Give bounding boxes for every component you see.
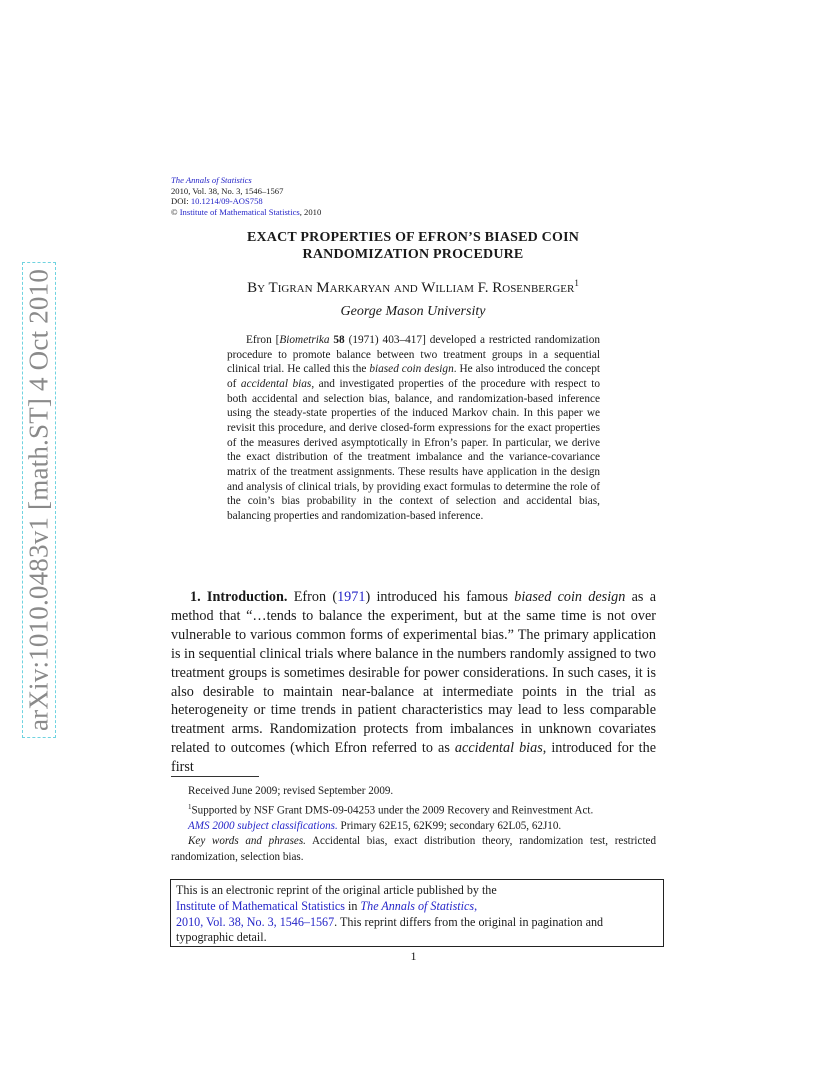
paper-title xyxy=(171,229,655,263)
affiliation: George Mason University xyxy=(340,304,486,319)
received-dates: Received June 2009; revised September 2009. xyxy=(188,785,394,797)
intro-term-biased-coin: biased coin design xyxy=(514,589,626,605)
abstract-term-biased-coin: biased coin design xyxy=(369,363,454,376)
introduction-section xyxy=(171,588,656,777)
authors: By Tigran Markaryan and William F. Rosenberger xyxy=(247,280,575,296)
reprint-text-4: . This reprint differs from the original in pagination and typographic detail. xyxy=(176,914,604,945)
reprint-text-1: This is an electronic reprint of the original article published by the xyxy=(176,883,497,897)
reprint-text-2: in xyxy=(344,898,361,913)
abstract-text-1: Efron [ xyxy=(246,334,280,346)
reprint-comma: , xyxy=(474,898,478,913)
journal-header xyxy=(171,175,321,217)
intro-text-2: ) introduced his famous xyxy=(365,589,515,605)
intro-text-1: Efron ( xyxy=(287,589,338,605)
intro-text-3: as a method that “…tends to balance the experiment, but at the same time is not over vulnerable to various common forms of experimental bias.” The primary application is in sequential clinical trials where balance in the numbers randomly assigned to two treatment groups is sometimes desirable for power considerations. In such cases, it is also desirable to maintain near-balance at intermediate points in the trial as heterogeneity or time trends in patient characteristics may lead to less comparable treatment arms. Randomization protects from imbalances in unknown covariates related to outcomes (which Efron referred to as xyxy=(171,589,657,757)
funding-note: Supported by NSF Grant DMS-09-04253 under the 2009 Recovery and Reinvestment Act. xyxy=(191,804,594,817)
reprint-notice xyxy=(170,879,664,947)
abstract xyxy=(227,333,600,524)
keywords: Accidental bias, exact distribution theory, randomization test, restricted randomization, selection bias. xyxy=(171,835,656,863)
reprint-reference-link[interactable]: 2010, Vol. 38, No. 3, 1546–1567 xyxy=(176,914,335,929)
abstract-term-accidental-bias: accidental bias xyxy=(240,377,312,390)
section-heading: 1. Introduction. xyxy=(190,589,288,605)
abstract-text-2: (1971) 403–417] developed a restricted randomization procedure to promote balance between two treatment groups in a sequential clinical trial. He called this the xyxy=(227,334,600,376)
footnote-mark: 1 xyxy=(188,802,192,811)
ams-classification: Primary 62E15, 62K99; secondary 62L05, 62J10. xyxy=(337,819,562,832)
abstract-text-3: . He also introduced the concept of xyxy=(227,363,600,390)
footnote-rule xyxy=(171,776,259,777)
abstract-volume: 58 xyxy=(333,334,345,346)
page-number: 1 xyxy=(410,949,417,963)
reprint-institute-link[interactable]: Institute of Mathematical Statistics xyxy=(176,898,345,913)
journal-volume: 2010, Vol. 38, No. 3, 1546–1567 xyxy=(171,185,284,196)
ams-classification-link[interactable]: AMS 2000 subject classifications. xyxy=(188,819,338,832)
citation-link[interactable]: 1971 xyxy=(337,589,366,605)
copyright-symbol: © xyxy=(171,206,178,217)
abstract-text-4: , and investigated properties of the procedure with respect to both accidental and selection bias, balance, and randomization-based inference using the steady-state properties of the induced Markov chain. In this paper we revisit this procedure, and derive closed-form expressions for the exact properties of the measures derived asymptotically in Efron’s paper. In particular, we derive the exact distribution of the treatment imbalance and the variance-covariance matrix of the treatment assignments. These results have application in the design and analysis of clinical trials, by providing exact formulas to determine the role of the coin’s bias probability in the context of selection and accidental bias, balancing properties and randomization-based inference. xyxy=(227,377,600,522)
copyright-year: , 2010 xyxy=(299,206,322,217)
journal-name-link[interactable]: The Annals of Statistics xyxy=(171,175,252,185)
title-line-1: EXACT PROPERTIES OF EFRON’S BIASED COIN xyxy=(246,230,580,245)
institute-link[interactable]: Institute of Mathematical Statistics xyxy=(179,206,300,217)
title-line-2: RANDOMIZATION PROCEDURE xyxy=(302,247,524,262)
author-footnote-mark: 1 xyxy=(574,278,579,288)
keywords-label: Key words and phrases. xyxy=(188,835,306,848)
intro-text-4: , introduced for the first xyxy=(171,740,657,776)
doi-link[interactable]: 10.1214/09-AOS758 xyxy=(190,196,263,207)
abstract-journal: Biometrika xyxy=(279,334,330,346)
arxiv-stamp[interactable]: arXiv:1010.0483v1 [math.ST] 4 Oct 2010 xyxy=(23,268,54,732)
doi-prefix: DOI: xyxy=(171,196,191,207)
author-line xyxy=(171,278,655,297)
reprint-journal-link[interactable]: The Annals of Statistics xyxy=(360,898,475,913)
footnotes xyxy=(171,784,656,865)
intro-term-accidental-bias: accidental bias xyxy=(454,740,543,757)
